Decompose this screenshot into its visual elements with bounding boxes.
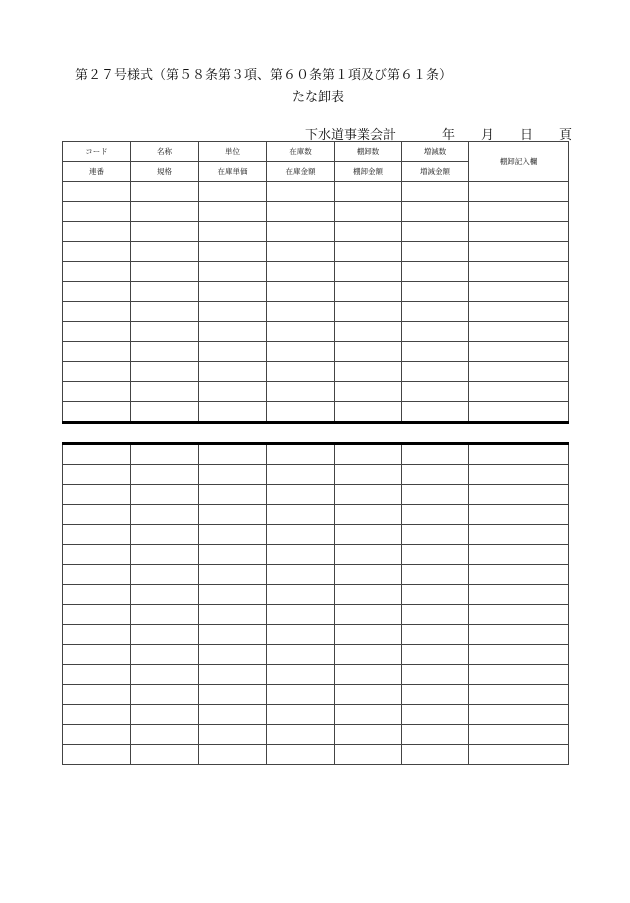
entry-row bbox=[63, 182, 569, 202]
entry-cell[interactable] bbox=[63, 505, 131, 525]
entry-cell[interactable] bbox=[402, 685, 469, 705]
entry-cell[interactable] bbox=[199, 465, 267, 485]
entry-cell[interactable] bbox=[335, 665, 402, 685]
entry-row bbox=[63, 262, 569, 282]
entry-cell[interactable] bbox=[469, 242, 569, 262]
entry-cell[interactable] bbox=[131, 402, 199, 423]
entry-cell[interactable] bbox=[63, 565, 131, 585]
entry-cell[interactable] bbox=[131, 485, 199, 505]
entry-cell[interactable] bbox=[402, 465, 469, 485]
entry-cell[interactable] bbox=[63, 685, 131, 705]
entry-cell[interactable] bbox=[63, 705, 131, 725]
entry-cell[interactable] bbox=[199, 725, 267, 745]
entry-cell[interactable] bbox=[335, 645, 402, 665]
entry-cell[interactable] bbox=[199, 565, 267, 585]
entry-cell[interactable] bbox=[199, 745, 267, 765]
entry-cell[interactable] bbox=[63, 444, 131, 465]
entry-cell[interactable] bbox=[267, 545, 335, 565]
entry-cell[interactable] bbox=[267, 685, 335, 705]
entry-cell[interactable] bbox=[335, 745, 402, 765]
entry-cell[interactable] bbox=[199, 685, 267, 705]
entry-cell[interactable] bbox=[199, 665, 267, 685]
entry-cell[interactable] bbox=[402, 282, 469, 302]
unit-header: 単位 bbox=[199, 142, 267, 162]
entry-row bbox=[63, 362, 569, 382]
entry-cell[interactable] bbox=[131, 505, 199, 525]
entry-cell[interactable] bbox=[63, 402, 131, 423]
entry-cell[interactable] bbox=[402, 745, 469, 765]
entry-cell[interactable] bbox=[267, 645, 335, 665]
entry-row bbox=[63, 705, 569, 725]
entry-cell[interactable] bbox=[469, 705, 569, 725]
entry-cell[interactable] bbox=[469, 302, 569, 322]
entry-row bbox=[63, 282, 569, 302]
entry-cell[interactable] bbox=[63, 485, 131, 505]
entry-row bbox=[63, 382, 569, 402]
entry-cell[interactable] bbox=[267, 242, 335, 262]
entry-cell[interactable] bbox=[402, 444, 469, 465]
entry-cell[interactable] bbox=[267, 725, 335, 745]
entry-cell[interactable] bbox=[335, 465, 402, 485]
entry-cell[interactable] bbox=[199, 645, 267, 665]
entry-cell[interactable] bbox=[63, 262, 131, 282]
entry-cell[interactable] bbox=[199, 485, 267, 505]
entry-cell[interactable] bbox=[267, 605, 335, 625]
entry-cell[interactable] bbox=[131, 585, 199, 605]
form-number-title: 第２７号様式（第５８条第３項、第６０条第１項及び第６１条） bbox=[75, 68, 453, 83]
entry-row bbox=[63, 525, 569, 545]
entry-cell[interactable] bbox=[131, 745, 199, 765]
entry-cell[interactable] bbox=[63, 585, 131, 605]
entry-cell[interactable] bbox=[335, 182, 402, 202]
entry-cell[interactable] bbox=[335, 262, 402, 282]
entry-cell[interactable] bbox=[402, 505, 469, 525]
entry-cell[interactable] bbox=[199, 444, 267, 465]
entry-cell[interactable] bbox=[131, 525, 199, 545]
entry-cell[interactable] bbox=[469, 282, 569, 302]
entry-cell[interactable] bbox=[335, 725, 402, 745]
entry-cell[interactable] bbox=[131, 282, 199, 302]
entry-cell[interactable] bbox=[131, 342, 199, 362]
entry-cell[interactable] bbox=[267, 302, 335, 322]
entry-cell[interactable] bbox=[63, 665, 131, 685]
header-row-1 bbox=[63, 142, 569, 162]
entry-cell[interactable] bbox=[199, 322, 267, 342]
entry-cell[interactable] bbox=[63, 545, 131, 565]
entry-cell[interactable] bbox=[402, 725, 469, 745]
entry-cell[interactable] bbox=[63, 182, 131, 202]
entry-cell[interactable] bbox=[469, 605, 569, 625]
entry-cell[interactable] bbox=[402, 565, 469, 585]
entry-row bbox=[63, 302, 569, 322]
entry-cell[interactable] bbox=[131, 685, 199, 705]
entry-row bbox=[63, 202, 569, 222]
entry-cell[interactable] bbox=[335, 525, 402, 545]
entry-cell[interactable] bbox=[131, 222, 199, 242]
entry-cell[interactable] bbox=[63, 302, 131, 322]
entry-row bbox=[63, 402, 569, 423]
entry-cell[interactable] bbox=[469, 685, 569, 705]
entry-cell[interactable] bbox=[402, 302, 469, 322]
entry-row bbox=[63, 565, 569, 585]
entry-cell[interactable] bbox=[335, 605, 402, 625]
entry-cell[interactable] bbox=[335, 505, 402, 525]
entry-cell[interactable] bbox=[267, 444, 335, 465]
entry-cell[interactable] bbox=[199, 402, 267, 423]
entry-cell[interactable] bbox=[469, 382, 569, 402]
entry-row bbox=[63, 545, 569, 565]
entry-cell[interactable] bbox=[469, 665, 569, 685]
entry-cell[interactable] bbox=[335, 444, 402, 465]
entry-cell[interactable] bbox=[335, 242, 402, 262]
code-header: コード bbox=[63, 142, 131, 162]
entry-cell[interactable] bbox=[267, 585, 335, 605]
entry-cell[interactable] bbox=[335, 685, 402, 705]
entry-cell[interactable] bbox=[267, 565, 335, 585]
entry-cell[interactable] bbox=[199, 362, 267, 382]
entry-cell[interactable] bbox=[199, 182, 267, 202]
inventory-table-bottom bbox=[62, 442, 569, 765]
document-title: たな卸表 bbox=[292, 90, 345, 105]
entry-cell[interactable] bbox=[335, 485, 402, 505]
entry-cell[interactable] bbox=[131, 382, 199, 402]
entry-row bbox=[63, 465, 569, 485]
page-label: 頁 bbox=[558, 128, 572, 143]
entry-cell[interactable] bbox=[267, 745, 335, 765]
entry-cell[interactable] bbox=[335, 362, 402, 382]
entry-cell[interactable] bbox=[267, 342, 335, 362]
entry-row bbox=[63, 242, 569, 262]
entry-cell[interactable] bbox=[335, 342, 402, 362]
entry-cell[interactable] bbox=[469, 202, 569, 222]
entry-cell[interactable] bbox=[335, 302, 402, 322]
entry-cell[interactable] bbox=[402, 222, 469, 242]
inventory-table-top bbox=[62, 141, 569, 424]
entry-row bbox=[63, 685, 569, 705]
entry-cell[interactable] bbox=[402, 242, 469, 262]
entry-cell[interactable] bbox=[199, 585, 267, 605]
entry-cell[interactable] bbox=[469, 485, 569, 505]
entry-cell[interactable] bbox=[335, 585, 402, 605]
entry-row bbox=[63, 505, 569, 525]
diff-amount-header: 増減金額 bbox=[402, 162, 469, 182]
entry-cell[interactable] bbox=[402, 705, 469, 725]
entry-cell[interactable] bbox=[131, 262, 199, 282]
entry-cell[interactable] bbox=[63, 382, 131, 402]
entry-cell[interactable] bbox=[199, 605, 267, 625]
entry-cell[interactable] bbox=[469, 565, 569, 585]
spec-header: 規格 bbox=[131, 162, 199, 182]
entry-cell[interactable] bbox=[63, 625, 131, 645]
entry-cell[interactable] bbox=[469, 182, 569, 202]
entry-cell[interactable] bbox=[402, 342, 469, 362]
entry-cell[interactable] bbox=[131, 725, 199, 745]
entry-cell[interactable] bbox=[267, 262, 335, 282]
entry-cell[interactable] bbox=[267, 625, 335, 645]
entry-cell[interactable] bbox=[469, 362, 569, 382]
entry-cell[interactable] bbox=[402, 402, 469, 423]
entry-cell[interactable] bbox=[199, 202, 267, 222]
entry-row bbox=[63, 645, 569, 665]
entry-cell[interactable] bbox=[267, 282, 335, 302]
organization-name: 下水道事業会計 bbox=[305, 128, 397, 143]
entry-row bbox=[63, 625, 569, 645]
entry-cell[interactable] bbox=[131, 565, 199, 585]
entry-cell[interactable] bbox=[267, 705, 335, 725]
entry-cell[interactable] bbox=[469, 545, 569, 565]
entry-cell[interactable] bbox=[63, 465, 131, 485]
entry-cell[interactable] bbox=[63, 745, 131, 765]
stock-amount-header: 在庫金額 bbox=[267, 162, 335, 182]
entry-cell[interactable] bbox=[267, 322, 335, 342]
entry-cell[interactable] bbox=[131, 302, 199, 322]
entry-cell[interactable] bbox=[131, 322, 199, 342]
entry-cell[interactable] bbox=[131, 665, 199, 685]
entry-cell[interactable] bbox=[131, 705, 199, 725]
entry-cell[interactable] bbox=[402, 585, 469, 605]
entry-cell[interactable] bbox=[63, 342, 131, 362]
entry-cell[interactable] bbox=[402, 262, 469, 282]
entry-cell[interactable] bbox=[335, 382, 402, 402]
entry-cell[interactable] bbox=[267, 665, 335, 685]
entry-row bbox=[63, 322, 569, 342]
diff-qty-header: 増減数 bbox=[402, 142, 469, 162]
entry-cell[interactable] bbox=[199, 262, 267, 282]
count-amount-header: 棚卸金額 bbox=[335, 162, 402, 182]
entry-cell[interactable] bbox=[63, 525, 131, 545]
entry-cell[interactable] bbox=[469, 402, 569, 423]
entry-cell[interactable] bbox=[469, 505, 569, 525]
month-label: 月 bbox=[480, 128, 494, 143]
day-label: 日 bbox=[519, 128, 533, 143]
entry-cell[interactable] bbox=[63, 222, 131, 242]
entry-cell[interactable] bbox=[199, 545, 267, 565]
serial-header: 連番 bbox=[63, 162, 131, 182]
entry-cell[interactable] bbox=[469, 645, 569, 665]
entry-cell[interactable] bbox=[469, 444, 569, 465]
entry-row bbox=[63, 444, 569, 465]
entry-cell[interactable] bbox=[131, 605, 199, 625]
entry-cell[interactable] bbox=[199, 282, 267, 302]
entry-cell[interactable] bbox=[63, 725, 131, 745]
entry-cell[interactable] bbox=[469, 725, 569, 745]
count-qty-header: 棚卸数 bbox=[335, 142, 402, 162]
entry-cell[interactable] bbox=[402, 382, 469, 402]
entry-cell[interactable] bbox=[199, 525, 267, 545]
entry-cell[interactable] bbox=[63, 242, 131, 262]
entry-cell[interactable] bbox=[402, 182, 469, 202]
entry-cell[interactable] bbox=[267, 505, 335, 525]
entry-cell[interactable] bbox=[469, 465, 569, 485]
entry-cell[interactable] bbox=[335, 705, 402, 725]
entry-row bbox=[63, 725, 569, 745]
entry-cell[interactable] bbox=[267, 402, 335, 423]
stock-qty-header: 在庫数 bbox=[267, 142, 335, 162]
entry-cell[interactable] bbox=[267, 182, 335, 202]
entry-cell[interactable] bbox=[402, 485, 469, 505]
entry-row bbox=[63, 745, 569, 765]
notes-header: 棚卸記入欄 bbox=[469, 142, 569, 182]
entry-cell[interactable] bbox=[402, 605, 469, 625]
entry-row bbox=[63, 585, 569, 605]
entry-cell[interactable] bbox=[199, 342, 267, 362]
entry-cell[interactable] bbox=[131, 182, 199, 202]
entry-cell[interactable] bbox=[335, 545, 402, 565]
entry-cell[interactable] bbox=[131, 362, 199, 382]
name-header: 名称 bbox=[131, 142, 199, 162]
entry-cell[interactable] bbox=[402, 322, 469, 342]
entry-row bbox=[63, 342, 569, 362]
entry-cell[interactable] bbox=[131, 202, 199, 222]
entry-row bbox=[63, 605, 569, 625]
entry-cell[interactable] bbox=[267, 362, 335, 382]
entry-cell[interactable] bbox=[131, 625, 199, 645]
entry-cell[interactable] bbox=[267, 382, 335, 402]
entry-row bbox=[63, 665, 569, 685]
entry-cell[interactable] bbox=[402, 545, 469, 565]
entry-cell[interactable] bbox=[402, 525, 469, 545]
year-label: 年 bbox=[442, 128, 456, 143]
entry-cell[interactable] bbox=[131, 465, 199, 485]
entry-cell[interactable] bbox=[469, 322, 569, 342]
entry-cell[interactable] bbox=[335, 402, 402, 423]
entry-cell[interactable] bbox=[402, 625, 469, 645]
entry-cell[interactable] bbox=[267, 485, 335, 505]
entry-row bbox=[63, 222, 569, 242]
entry-cell[interactable] bbox=[63, 362, 131, 382]
entry-cell[interactable] bbox=[63, 605, 131, 625]
entry-cell[interactable] bbox=[199, 505, 267, 525]
entry-cell[interactable] bbox=[335, 222, 402, 242]
entry-cell[interactable] bbox=[469, 625, 569, 645]
entry-cell[interactable] bbox=[131, 645, 199, 665]
entry-cell[interactable] bbox=[469, 525, 569, 545]
entry-cell[interactable] bbox=[469, 342, 569, 362]
entry-cell[interactable] bbox=[63, 282, 131, 302]
entry-cell[interactable] bbox=[402, 645, 469, 665]
entry-cell[interactable] bbox=[63, 322, 131, 342]
entry-cell[interactable] bbox=[402, 665, 469, 685]
entry-cell[interactable] bbox=[469, 745, 569, 765]
entry-cell[interactable] bbox=[63, 202, 131, 222]
entry-cell[interactable] bbox=[63, 645, 131, 665]
entry-cell[interactable] bbox=[267, 222, 335, 242]
entry-cell[interactable] bbox=[199, 625, 267, 645]
entry-cell[interactable] bbox=[402, 202, 469, 222]
entry-cell[interactable] bbox=[267, 202, 335, 222]
entry-cell[interactable] bbox=[199, 382, 267, 402]
unit-price-header: 在庫単価 bbox=[199, 162, 267, 182]
entry-cell[interactable] bbox=[199, 302, 267, 322]
entry-cell[interactable] bbox=[335, 565, 402, 585]
entry-cell[interactable] bbox=[335, 282, 402, 302]
entry-row bbox=[63, 485, 569, 505]
entry-cell[interactable] bbox=[131, 444, 199, 465]
entry-cell[interactable] bbox=[131, 242, 199, 262]
entry-cell[interactable] bbox=[199, 242, 267, 262]
entry-cell[interactable] bbox=[267, 525, 335, 545]
entry-cell[interactable] bbox=[402, 362, 469, 382]
entry-cell[interactable] bbox=[199, 705, 267, 725]
entry-cell[interactable] bbox=[469, 585, 569, 605]
entry-cell[interactable] bbox=[267, 465, 335, 485]
entry-cell[interactable] bbox=[469, 222, 569, 242]
entry-cell[interactable] bbox=[335, 625, 402, 645]
entry-cell[interactable] bbox=[335, 322, 402, 342]
entry-cell[interactable] bbox=[199, 222, 267, 242]
entry-cell[interactable] bbox=[335, 202, 402, 222]
entry-cell[interactable] bbox=[131, 545, 199, 565]
entry-cell[interactable] bbox=[469, 262, 569, 282]
